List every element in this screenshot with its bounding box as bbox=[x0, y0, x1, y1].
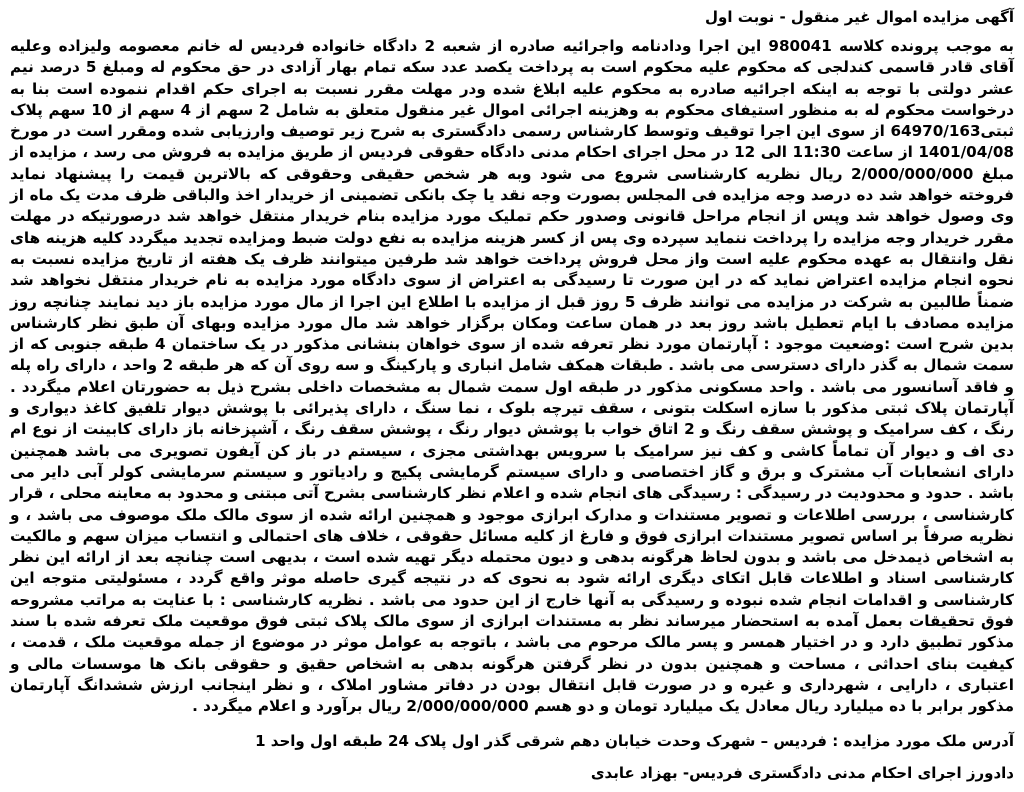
notice-title: آگهی مزایده اموال غیر منقول - نوبت اول bbox=[705, 8, 1014, 26]
notice-body: به موجب پرونده کلاسه 980041 این اجرا ودادنامه واجرائیه صادره از شعبه 2 دادگاه خانواده فردیس له خانم معصومه ولیزاده وعلیه آقای قادر قاسمی کندلجی که محکوم علیه محکوم است به پرداخت یکصد عدد سکه تمام بهار آزادی در حق محکوم له ومبلغ 5 درصد نیم عشر دولتی با توجه به اینکه اجرائیه صادره به محکوم علیه ابلاغ شده ودر مهلت مقرر نسبت به اجرای حکم اقدام ننموده است بنا به درخواست محکوم له به منظور استیفای محکوم به وهزینه اجرائی اموال غیر منقول متعلق به شامل 2 سهم از 4 سهم از 10 سهم پلاک ثبتی64970/163 از سوی این اجرا توقیف وتوسط کارشناس رسمی دادگستری به شرح زیر توصیف وارزیابی شده ومقرر است در مورخ 1401/04/08 از ساعت 11:30 الی 12 در محل اجرای احکام مدنی دادگاه حقوقی فردیس از طریق مزایده به فروش می رسد ، مزایده از مبلغ 2/000/000/000 ریال نظریه کارشناسی شروع می شود وبه هر شخص حقیقی وحقوقی که بالاترین قیمت را پیشنهاد نماید فروخته خواهد شد ده درصد وجه مزایده فی المجلس بصورت وجه نقد یا چک بانکی تضمینی از خریدار اخذ والباقی ظرف مدت یک ماه از وی وصول خواهد شد وپس از انجام مراحل قانونی وصدور حکم تملیک مورد مزایده بنام خریدار منتقل خواهد شد درصورتیکه در مهلت مقرر خریدار وجه مزایده را پرداخت ننماید سپرده وی پس از کسر هزینه مزایده به نفع دولت ضبط ومزایده تجدید میگردد کلیه هزینه های نقل وانتقال به عهده محکوم علیه است واز محل فروش پرداخت خواهد شد طرفین میتوانند ظرف یک هفته از تاریخ مزایده نسبت به نحوه انجام مزایده اعتراض نماید که در این صورت تا رسیدگی به اعتراض از سوی دادگاه مورد مزایده به نام خریدار منتقل نخواهد شد ضمناً طالبین به شرکت در مزایده می توانند ظرف 5 روز قبل از مزایده با اطلاع این اجرا از مال مورد مزایده باز دید نمایند چنانچه روز مزایده مصادف با ایام تعطیل باشد روز بعد در همان ساعت ومکان برگزار خواهد شد مال مورد مزایده وبهای آن طبق نظر کارشناس بدین شرح است :وضعیت موجود : آپارتمان مورد نظر تعرفه شده از سوی خواهان بنشانی مذکور در یک ساختمان 4 طبقه جنوبی که از سمت شمال به گذر دارای دسترسی می باشد . طبقات همکف شامل انباری و پارکینگ و سه روی آن که هر طبقه 2 واحد ، دارای راه پله و فاقد آسانسور می باشد . واحد مسکونی مذکور در طبقه اول سمت شمال به مشخصات داخلی بشرح ذیل به حضورتان اعلام میگردد . آپارتمان پلاک ثبتی مذکور با سازه اسکلت بتونی ، سقف تیرچه بلوک ، نما سنگ ، دارای پذیرائی با پوشش دیوار تلفیق کاغذ دیواری و رنگ ، کف سرامیک و پوشش سقف رنگ و 2 اتاق خواب با پوشش دیوار رنگ ، پوشش سقف رنگ ، آشپزخانه باز دارای کابینت از نوع ام دی اف و دیوار آن تماماً کاشی و کف نیز سرامیک با سرویس بهداشتی مجزی ، سیستم در باز کن آیفون تصویری می باشد همچنین دارای انشعابات آب مشترک و برق و گاز اختصاصی و دارای سیستم گرمایشی پکیج و رادیاتور و سیستم سرمایشی کولر آبی دایر می باشد . حدود و محدودیت در رسیدگی : رسیدگی های انجام شده و اعلام نظر کارشناسی بشرح آتی مبتنی و محدود به معاینه محلی ، قرار کارشناسی ، بررسی اطلاعات و تصویر مستندات و مدارک ابرازی موجود و همچنین ارائه شده از سوی مالک ملک موصوف می باشد ، و نظریه صرفاً بر اساس تصویر مستندات ابرازی فوق و فارغ از کلیه مسائل حقوقی ، خلاف های احتمالی و انتساب میزان سهم و مالکیت به اشخاص ذیمدخل می باشد و بدون لحاظ هرگونه بدهی و دیون محتمله دیگر تهیه شده است ، بدیهی است چنانچه بعد از ارائه این نظر کارشناسی اسناد و اطلاعات قابل اتکای دیگری ارائه شود به نحوی که در نتیجه گیری حاصله موثر واقع گردد ، مسئولیتی متوجه این کارشناسی و اقدامات انجام شده نبوده و رسیدگی به آنها خارج از این حدود می باشد . نظریه کارشناسی : با عنایت به مراتب مشروحه فوق تحقیقات بعمل آمده به استحضار میرساند نظر به مستندات ابرازی از سوی مالک پلاک ثبتی فوق موقعیت ملک تعرفه شده با سند مذکور تطبیق دارد و در اختیار همسر و پسر مالک مرحوم می باشد ، باتوجه به عوامل موثر در موضوع از جمله موقعیت ملک ، قدمت ، کیفیت بنای احداثی ، مساحت و همچنین بدون در نظر گرفتن هرگونه بدهی به اشخاص حقیق و حقوقی بانک ها موسسات مالی و اعتباری ، دارایی ، شهرداری و غیره و در صورت قابل انتقال بودن در دفاتر مشاور املاک ، و نظر اینجانب ارزش ششدانگ آپارتمان مذکور برابر با ده میلیارد ریال معادل یک میلیارد تومان و دو هسم 2/000/000/000 ریال برآورد و اعلام میگردد . bbox=[10, 37, 1015, 716]
signature-line: دادورز اجرای احکام مدنی دادگستری فردیس- بهزاد عابدی bbox=[590, 763, 1014, 782]
property-address: آدرس ملک مورد مزایده : فردیس – شهرک وحدت خیابان دهم شرقی گذر اول پلاک 24 طبقه اول واحد 1 bbox=[255, 731, 1014, 750]
